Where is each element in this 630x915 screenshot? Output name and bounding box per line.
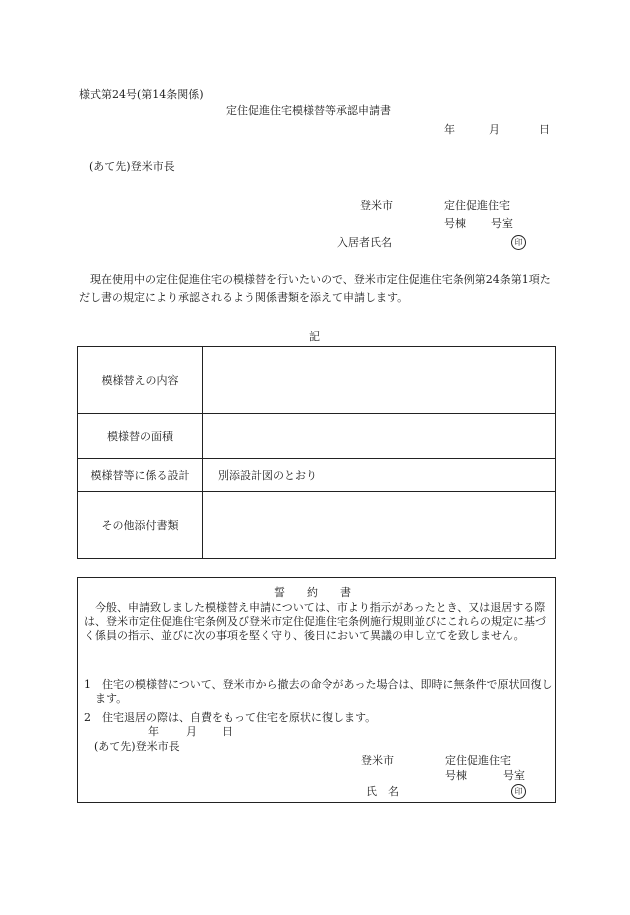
oath-building: 号棟 <box>445 769 467 782</box>
oath-date-year: 年 <box>148 725 159 738</box>
form-number: 様式第24号(第14条関係) <box>79 88 204 101</box>
document-title: 定住促進住宅模様替等承認申請書 <box>226 104 391 117</box>
applicant-name-label: 入居者氏名 <box>337 236 392 249</box>
oath-date-day: 日 <box>222 725 233 738</box>
table-row <box>78 492 556 559</box>
applicant-seal-icon: 印 <box>511 235 526 250</box>
row-label: 模様替えの内容 <box>78 347 203 414</box>
row-label: 模様替の面積 <box>78 414 203 459</box>
oath-room: 号室 <box>503 769 525 782</box>
row-value[interactable] <box>203 347 556 414</box>
addressee: (あて先)登米市長 <box>89 160 175 173</box>
oath-item-2: 2 住宅退居の際は、自費をもって住宅を原状に復します。 <box>84 711 377 724</box>
row-value[interactable] <box>203 492 556 559</box>
table-row <box>78 414 556 459</box>
row-value[interactable]: 別添設計図のとおり <box>203 459 556 492</box>
applicant-housing: 定住促進住宅 <box>444 199 510 212</box>
oath-housing: 定住促進住宅 <box>445 754 511 767</box>
date-day: 日 <box>539 123 550 136</box>
oath-title: 誓 約 書 <box>274 586 351 599</box>
table-row <box>78 459 556 492</box>
application-table <box>77 346 556 559</box>
record-heading: 記 <box>309 330 320 343</box>
oath-paragraph: 今般、申請致しました模様替え申請については、市より指示があったとき、又は退居する際は、登米市定住促進住宅条例及び登米市定住促進住宅条例施行規則並びにこれらの規定に基づく係員の指示、並びに次の事項を堅く守り、後日において異議の申し立てを致しません。 <box>84 601 546 642</box>
date-year: 年 <box>444 123 455 136</box>
oath-addressee: (あて先)登米市長 <box>94 740 180 753</box>
row-label: 模様替等に係る設計 <box>78 459 203 492</box>
applicant-building: 号棟 <box>444 217 466 230</box>
oath-name-label: 氏 名 <box>366 785 399 798</box>
date-month: 月 <box>489 123 500 136</box>
table-row <box>78 347 556 414</box>
oath-box <box>77 577 556 803</box>
row-value[interactable] <box>203 414 556 459</box>
applicant-city: 登米市 <box>360 199 393 212</box>
oath-item-1: 1 住宅の模様替について、登米市から撤去の命令があった場合は、即時に無条件で原状回復します。 <box>84 678 553 705</box>
row-label: その他添付書類 <box>78 492 203 559</box>
application-body: 現在使用中の定住促進住宅の模様替を行いたいので、登米市定住促進住宅条例第24条第1項ただし書の規定により承認されるよう関係書類を添えて申請します。 <box>79 273 551 304</box>
oath-city: 登米市 <box>361 754 394 767</box>
oath-date-month: 月 <box>186 725 197 738</box>
applicant-room: 号室 <box>491 217 513 230</box>
oath-seal-icon: 印 <box>511 784 526 799</box>
